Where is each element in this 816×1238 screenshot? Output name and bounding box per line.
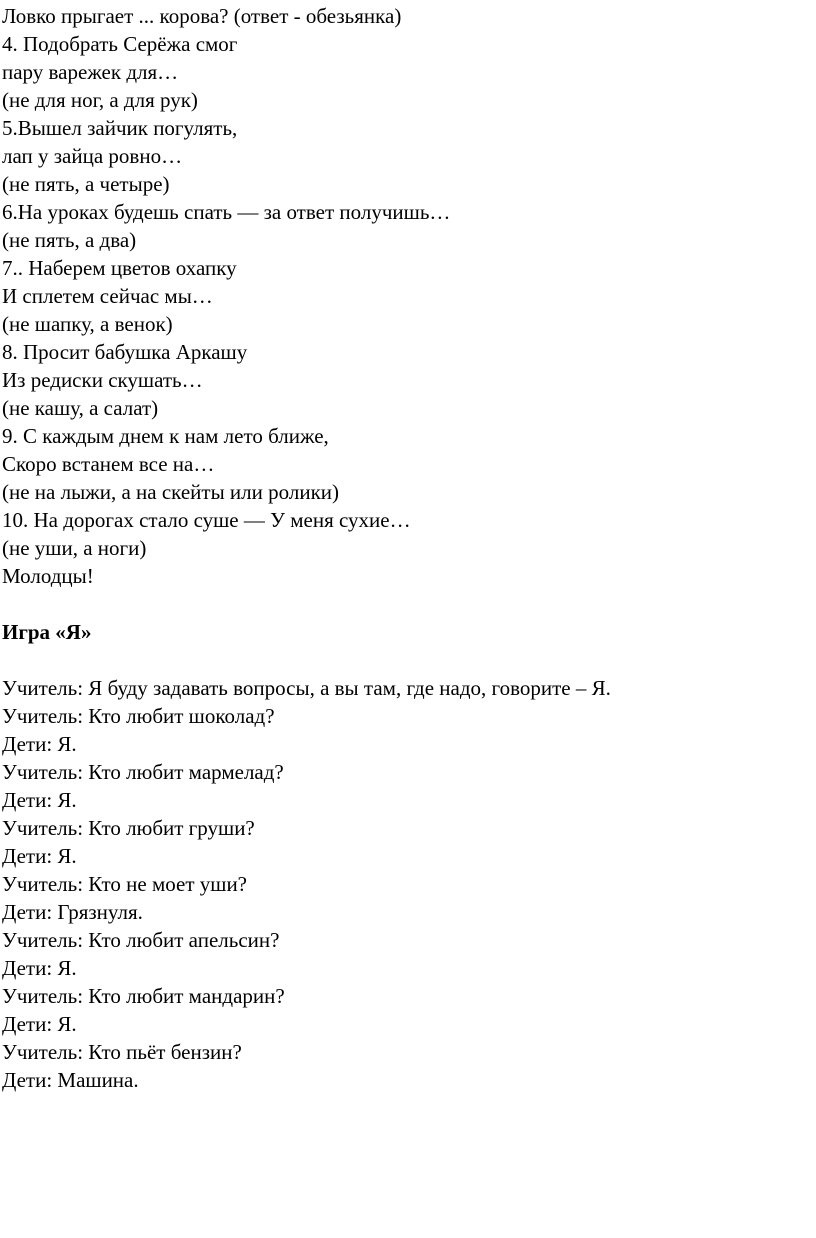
dialogue-line: Дети: Машина.: [2, 1068, 139, 1092]
riddle-line: 9. С каждым днем к нам лето ближе,: [2, 424, 329, 448]
riddle-line: пару варежек для…: [2, 60, 179, 84]
riddle-line: 4. Подобрать Серёжа смог: [2, 32, 238, 56]
riddle-line: (не кашу, а салат): [2, 396, 159, 420]
dialogue-line: Дети: Я.: [2, 732, 77, 756]
dialogue-line: Учитель: Я буду задавать вопросы, а вы там, где надо, говорите – Я.: [2, 676, 611, 700]
dialogue-line: Дети: Я.: [2, 788, 77, 812]
riddle-line: (не на лыжи, а на скейты или ролики): [2, 480, 340, 504]
riddle-line: 8. Просит бабушка Аркашу: [2, 340, 248, 364]
riddle-line: Ловко прыгает ... корова? (ответ - обезьянка): [2, 4, 402, 28]
riddle-line: (не пять, а два): [2, 228, 137, 252]
riddle-line: 6.На уроках будешь спать — за ответ получишь…: [2, 200, 451, 224]
riddle-line: (не уши, а ноги): [2, 536, 147, 560]
dialogue-line: Дети: Грязнуля.: [2, 900, 143, 924]
dialogue-line: Учитель: Кто любит шоколад?: [2, 704, 275, 728]
dialogue-line: Дети: Я.: [2, 844, 77, 868]
riddle-line: лап у зайца ровно…: [2, 144, 183, 168]
dialogue-line: Учитель: Кто любит груши?: [2, 816, 255, 840]
riddle-line: Из редиски скушать…: [2, 368, 203, 392]
dialogue-line: Учитель: Кто любит апельсин?: [2, 928, 280, 952]
riddle-line: И сплетем сейчас мы…: [2, 284, 213, 308]
dialogue-line: Дети: Я.: [2, 956, 77, 980]
riddle-line: Скоро встанем все на…: [2, 452, 215, 476]
riddle-line: (не пять, а четыре): [2, 172, 170, 196]
riddles-section: [2, 2, 816, 590]
paragraph-gap: [2, 590, 816, 618]
dialogue-line: Дети: Я.: [2, 1012, 77, 1036]
riddle-line: 7.. Наберем цветов охапку: [2, 256, 237, 280]
riddle-line: (не для ног, а для рук): [2, 88, 198, 112]
game-dialogue: [2, 674, 816, 1094]
dialogue-line: Учитель: Кто любит мармелад?: [2, 760, 284, 784]
section-heading: Игра «Я»: [2, 620, 92, 644]
riddle-line: Молодцы!: [2, 564, 94, 588]
dialogue-line: Учитель: Кто пьёт бензин?: [2, 1040, 242, 1064]
riddle-line: (не шапку, а венок): [2, 312, 173, 336]
dialogue-line: Учитель: Кто любит мандарин?: [2, 984, 285, 1008]
riddle-line: 10. На дорогах стало суше — У меня сухие…: [2, 508, 411, 532]
dialogue-line: Учитель: Кто не моет уши?: [2, 872, 247, 896]
paragraph-gap: [2, 646, 816, 674]
riddle-line: 5.Вышел зайчик погулять,: [2, 116, 238, 140]
